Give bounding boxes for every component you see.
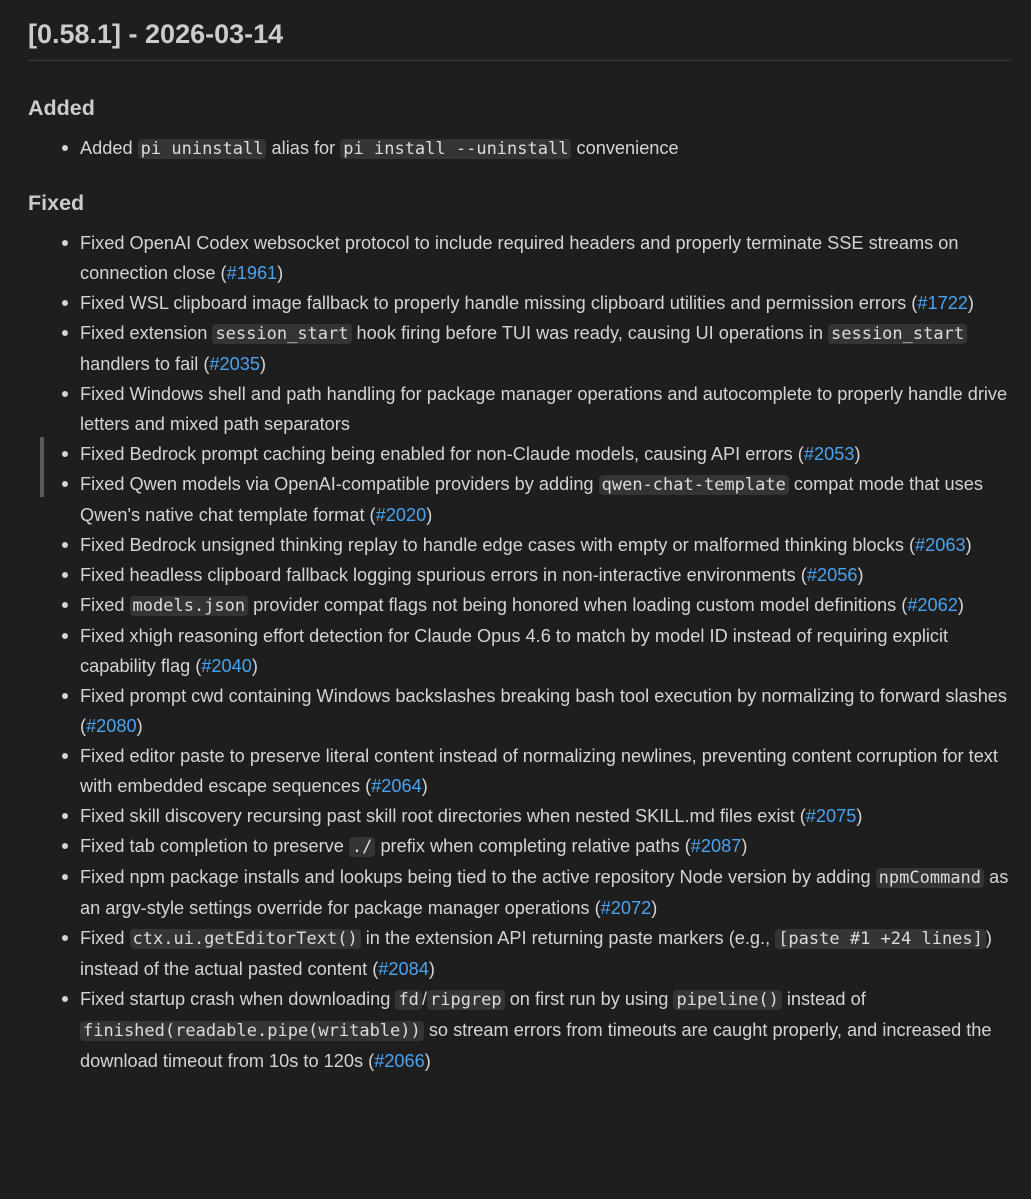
item-text: ) bbox=[421, 776, 428, 796]
item-text: Fixed editor paste to preserve literal content instead of normalizing newlines, preventing content corruption for text with embedded escape sequences ( bbox=[80, 746, 998, 796]
item-text: Fixed npm package installs and lookups being tied to the active repository Node version by adding bbox=[80, 867, 876, 887]
issue-link[interactable]: #2062 bbox=[907, 595, 958, 615]
issue-link[interactable]: #1722 bbox=[917, 293, 968, 313]
inline-code: finished(readable.pipe(writable)) bbox=[80, 1021, 424, 1041]
list-item bbox=[28, 133, 1011, 164]
inline-code: pi uninstall bbox=[138, 139, 267, 159]
issue-link[interactable]: #2087 bbox=[690, 836, 742, 856]
issue-link[interactable]: #2053 bbox=[803, 444, 855, 464]
inline-code: qwen-chat-template bbox=[599, 475, 789, 495]
item-text: alias for bbox=[266, 138, 341, 158]
list-item bbox=[28, 379, 1011, 439]
inline-code: session_start bbox=[212, 324, 351, 344]
item-text: ) bbox=[854, 444, 861, 464]
section-heading-added: Added bbox=[28, 96, 95, 120]
item-text: ) instead of the actual pasted content ( bbox=[80, 928, 992, 979]
item-text: ) bbox=[957, 595, 964, 615]
issue-link[interactable]: #2075 bbox=[805, 806, 857, 826]
list-item bbox=[28, 530, 1011, 560]
item-text: ) bbox=[251, 656, 258, 676]
item-text: Fixed extension bbox=[80, 323, 213, 343]
item-text: / bbox=[421, 989, 427, 1009]
item-text: Added bbox=[80, 138, 138, 158]
item-text: ) bbox=[136, 716, 143, 736]
item-text: ) bbox=[856, 806, 863, 826]
list-item bbox=[28, 288, 1011, 318]
item-text: handlers to fail ( bbox=[80, 354, 210, 374]
item-text: as an argv-style settings override for package manager operations ( bbox=[80, 867, 1009, 918]
item-text: ) bbox=[426, 505, 433, 525]
item-text: ) bbox=[424, 1051, 431, 1071]
list-item bbox=[28, 228, 1011, 288]
item-text: ) bbox=[651, 898, 658, 918]
item-text: Fixed bbox=[80, 595, 130, 615]
list-item bbox=[28, 741, 1011, 801]
item-text: Fixed Bedrock prompt caching being enabled for non-Claude models, causing API errors ( bbox=[80, 444, 804, 464]
list-item bbox=[28, 801, 1011, 831]
inline-code: npmCommand bbox=[876, 868, 984, 888]
inline-code: models.json bbox=[130, 596, 249, 616]
list-item bbox=[28, 590, 1011, 621]
item-text: Fixed startup crash when downloading bbox=[80, 989, 396, 1009]
item-text: Fixed Windows shell and path handling for package manager operations and autocomplete to properly handle drive letters and mixed path separators bbox=[80, 384, 1008, 434]
inline-code: ripgrep bbox=[427, 990, 505, 1010]
item-text: Fixed skill discovery recursing past skill root directories when nested SKILL.md files exist ( bbox=[80, 806, 806, 826]
issue-link[interactable]: #2066 bbox=[374, 1051, 425, 1071]
list-item bbox=[28, 469, 1011, 530]
item-text: Fixed Qwen models via OpenAI-compatible providers by adding bbox=[80, 474, 599, 494]
inline-code: [paste #1 +24 lines] bbox=[775, 929, 986, 949]
item-text: provider compat flags not being honored when loading custom model definitions ( bbox=[248, 595, 908, 615]
item-text: in the extension API returning paste markers (e.g., bbox=[360, 928, 776, 948]
item-text: instead of bbox=[781, 989, 866, 1009]
issue-link[interactable]: #1961 bbox=[226, 263, 278, 283]
inline-code: ./ bbox=[349, 837, 375, 857]
change-indicator-bar bbox=[40, 437, 44, 497]
item-text: Fixed xhigh reasoning effort detection for Claude Opus 4.6 to match by model ID instead of requiring explicit capability flag ( bbox=[80, 626, 949, 676]
inline-code: pi install --uninstall bbox=[340, 139, 571, 159]
issue-link[interactable]: #2080 bbox=[86, 716, 137, 736]
item-text: prefix when completing relative paths ( bbox=[375, 836, 691, 856]
item-text: on first run by using bbox=[504, 989, 674, 1009]
issue-link[interactable]: #2056 bbox=[806, 565, 858, 585]
item-text: Fixed bbox=[80, 928, 130, 948]
list-item bbox=[28, 621, 1011, 681]
list-item bbox=[28, 560, 1011, 590]
item-text: ) bbox=[741, 836, 748, 856]
issue-link[interactable]: #2072 bbox=[600, 898, 652, 918]
fixed-list bbox=[28, 228, 1011, 1076]
issue-link[interactable]: #2064 bbox=[371, 776, 422, 796]
inline-code: pipeline() bbox=[673, 990, 781, 1010]
item-text: ) bbox=[277, 263, 284, 283]
inline-code: session_start bbox=[828, 324, 967, 344]
issue-link[interactable]: #2035 bbox=[209, 354, 260, 374]
issue-link[interactable]: #2084 bbox=[378, 959, 429, 979]
section-heading-fixed: Fixed bbox=[28, 191, 85, 215]
added-list bbox=[28, 133, 1011, 164]
release-title: [0.58.1] - 2026-03-14 bbox=[28, 0, 1011, 61]
item-text: ) bbox=[965, 535, 972, 555]
item-text: Fixed tab completion to preserve bbox=[80, 836, 349, 856]
inline-code: fd bbox=[395, 990, 421, 1010]
item-text: ) bbox=[857, 565, 864, 585]
inline-code: ctx.ui.getEditorText() bbox=[130, 929, 361, 949]
item-text: ) bbox=[259, 354, 267, 374]
issue-link[interactable]: #2063 bbox=[915, 535, 966, 555]
item-text: Fixed headless clipboard fallback logging spurious errors in non-interactive environments ( bbox=[80, 565, 807, 585]
item-text: compat mode that uses Qwen's native chat template format ( bbox=[80, 474, 983, 525]
list-item bbox=[28, 923, 1011, 984]
list-item bbox=[28, 862, 1011, 923]
list-item bbox=[28, 318, 1011, 379]
item-text: Fixed OpenAI Codex websocket protocol to include required headers and properly terminate SSE streams on connection close ( bbox=[80, 233, 959, 283]
list-item bbox=[28, 831, 1011, 862]
list-item bbox=[28, 984, 1011, 1076]
item-text: hook firing before TUI was ready, causing UI operations in bbox=[351, 323, 828, 343]
item-text: Fixed prompt cwd containing Windows backslashes breaking bash tool execution by normalizing to forward slashes ( bbox=[80, 686, 1008, 736]
item-text: ) bbox=[428, 959, 435, 979]
list-item bbox=[28, 439, 1011, 469]
list-item bbox=[28, 681, 1011, 741]
item-text: Fixed Bedrock unsigned thinking replay to handle edge cases with empty or malformed thinking blocks ( bbox=[80, 535, 916, 555]
item-text: so stream errors from timeouts are caught properly, and increased the download timeout from 10s to 120s ( bbox=[80, 1020, 992, 1071]
issue-link[interactable]: #2020 bbox=[375, 505, 427, 525]
item-text: ) bbox=[967, 293, 974, 313]
issue-link[interactable]: #2040 bbox=[201, 656, 252, 676]
item-text: Fixed WSL clipboard image fallback to properly handle missing clipboard utilities and permission errors ( bbox=[80, 293, 918, 313]
item-text: convenience bbox=[571, 138, 679, 158]
